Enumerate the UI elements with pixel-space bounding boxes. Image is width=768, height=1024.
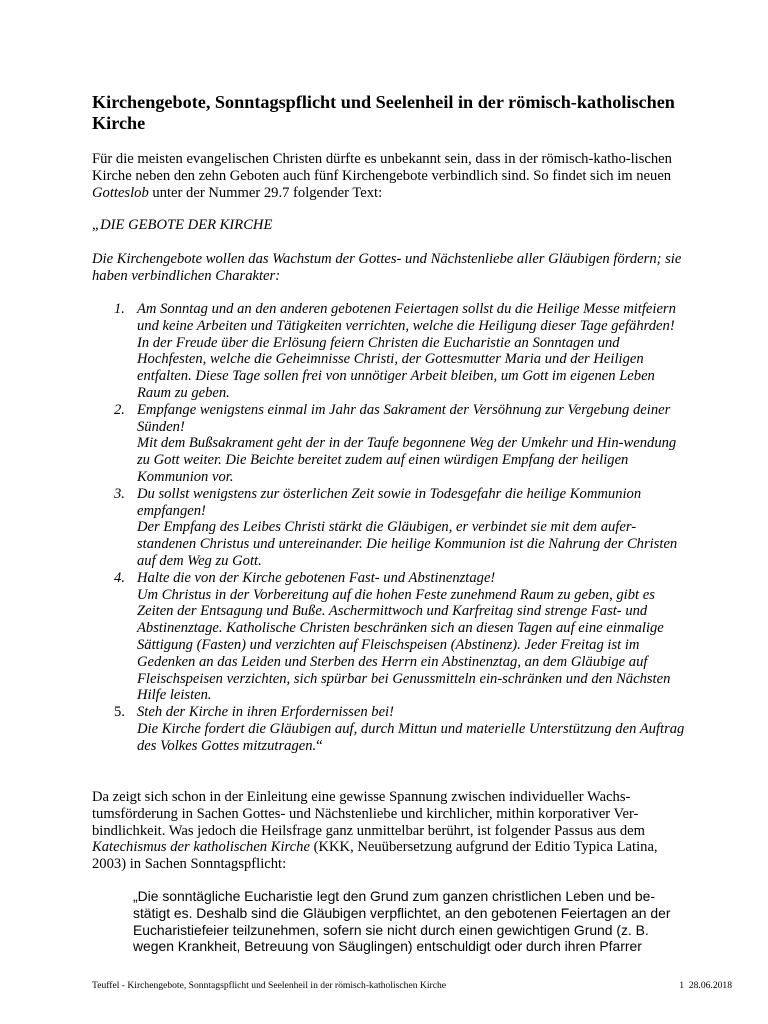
commandment-text: Empfange wenigstens einmal im Jahr das Sakrament der Versöhnung zur Vergebung deiner Sünden! xyxy=(137,401,671,435)
footer-title: Teuffel - Kirchengebote, Sonntagspflicht und Seelenheil in der römisch-katholischen Kirche xyxy=(92,980,447,991)
commandment-explanation: Um Christus in der Vorbereitung auf die hohen Feste zunehmend Raum zu geben, gibt es Zeiten der Entsagung und Buße. Aschermittwoch und Karfreitag sind strenge Fast- und Abstinenztage. Katholische Christen beschränken sich an diesen Tagen auf eine einmalige Sättigung (Fasten) und verzichten auf Fleischspeisen (Abstinenz). Jeder Freitag ist im Gedenken an das Leiden und Sterben des Herrn ein Abstinenztag, an dem Gläubige auf Fleischspeisen verzichten, sich spürbar bei Genussmitteln ein-schränken und den Nächsten Hilfe leisten. xyxy=(137,586,671,704)
commandment-item xyxy=(92,704,692,754)
commandment-item xyxy=(92,301,692,402)
intro-text-end: unter der Nummer 29.7 folgender Text: xyxy=(148,184,383,201)
commandment-item xyxy=(92,570,692,704)
commandment-number: 1. xyxy=(114,301,125,317)
commandment-explanation: Der Empfang des Leibes Christi stärkt die Gläubigen, er verbindet sie mit dem aufer-standenen Christus und untereinander. Die heilige Kommunion ist die Nahrung der Christen auf dem Weg zu Gott. xyxy=(137,519,678,569)
commandment-text: Steh der Kirche in ihren Erfordernissen bei! xyxy=(137,704,394,721)
footer-meta xyxy=(679,980,732,991)
commandment-number: 5. xyxy=(114,704,125,721)
document-title: Kirchengebote, Sonntagspflicht und Seelenheil in der römisch-katholischen Kirche xyxy=(92,92,675,133)
footer-date: 28.06.2018 xyxy=(688,980,732,991)
commandment-text: Du sollst wenigstens zur österlichen Zeit sowie in Todesgefahr die heilige Kommunion empfangen! xyxy=(137,485,642,519)
quote-heading: „DIE GEBOTE DER KIRCHE xyxy=(92,217,273,233)
page-number: 1 xyxy=(679,980,685,991)
closing-book-title: Katechismus der katholischen Kirche xyxy=(92,839,310,856)
page-footer xyxy=(92,980,732,991)
lead-paragraph: Die Kirchengebote wollen das Wachstum der Gottes- und Nächstenliebe aller Gläubigen fördern; sie haben verbindlichen Charakter: xyxy=(92,251,682,284)
closing-text-end: (KKK, Neuübersetzung aufgrund der Editio Typica Latina, 2003) in Sachen Sonntagspflicht: xyxy=(92,839,658,873)
commandment-explanation: Mit dem Bußsakrament geht der in der Taufe begonnene Weg der Umkehr und Hin-wendung zu Gott weiter. Die Beichte bereitet zudem auf einen würdigen Empfang der heiligen Kommunion vor. xyxy=(137,435,677,485)
commandment-explanation-text: Die Kirche fordert die Gläubigen auf, durch Mittun und materielle Unterstützung den Auftrag des Volkes Gottes mitzutragen. xyxy=(137,720,685,754)
commandment-explanation: In der Freude über die Erlösung feiern Christen die Eucharistie an Sonntagen und Hochfesten, welche die Geheimnisse Christi, der Gottesmutter Maria und der Heiligen entfalten. Diese Tage sollen frei von unnötiger Arbeit bleiben, um Gott im eigenen Leben Raum zu geben. xyxy=(137,334,655,401)
closing-quote-mark: “ xyxy=(316,737,323,754)
commandment-number: 2. xyxy=(114,401,125,418)
catechism-block-quote: „Die sonntägliche Eucharistie legt den Grund zum ganzen christlichen Leben und be-stätigt es. Deshalb sind die Gläubigen verpflichtet, an den gebotenen Feiertagen an der Eucharistiefeier teilzunehmen, sofern sie nicht durch einen gewichtigen Grund (z. B. wegen Krankheit, Betreuung von Säuglingen) entschuldigt oder durch ihren Pfarrer xyxy=(133,888,671,955)
closing-text-start: Da zeigt sich schon in der Einleitung eine gewisse Spannung zwischen individueller Wachs-tumsförderung in Sachen Gottes- und Nächstenliebe und kirchlicher, mithin korporativer Ver-bindlichkeit. Was jedoch die Heilsfrage ganz unmittelbar berührt, ist folgender Passus aus dem xyxy=(92,789,645,839)
intro-book-title: Gotteslob xyxy=(92,184,149,201)
commandment-explanation xyxy=(137,721,692,755)
commandment-text: Halte die von der Kirche gebotenen Fast- und Abstinenztage! xyxy=(137,569,496,586)
closing-paragraph xyxy=(92,789,692,873)
intro-paragraph xyxy=(92,151,692,201)
commandments-list xyxy=(92,301,692,755)
commandment-text: Am Sonntag und an den anderen gebotenen Feiertagen sollst du die Heilige Messe mitfeiern und keine Arbeiten und Tätigkeiten verrichten, welche die Heiligung dieser Tage gefährden! xyxy=(137,301,676,334)
intro-text-start: Für die meisten evangelischen Christen dürfte es unbekannt sein, dass in der römisch-katho-lischen Kirche neben den zehn Geboten auch fünf Kirchengebote verbindlich sind. So findet sich im neuen xyxy=(92,151,672,184)
commandment-item xyxy=(92,486,692,570)
commandment-number: 4. xyxy=(114,569,125,586)
commandment-number: 3. xyxy=(114,485,125,502)
commandment-item xyxy=(92,402,692,486)
